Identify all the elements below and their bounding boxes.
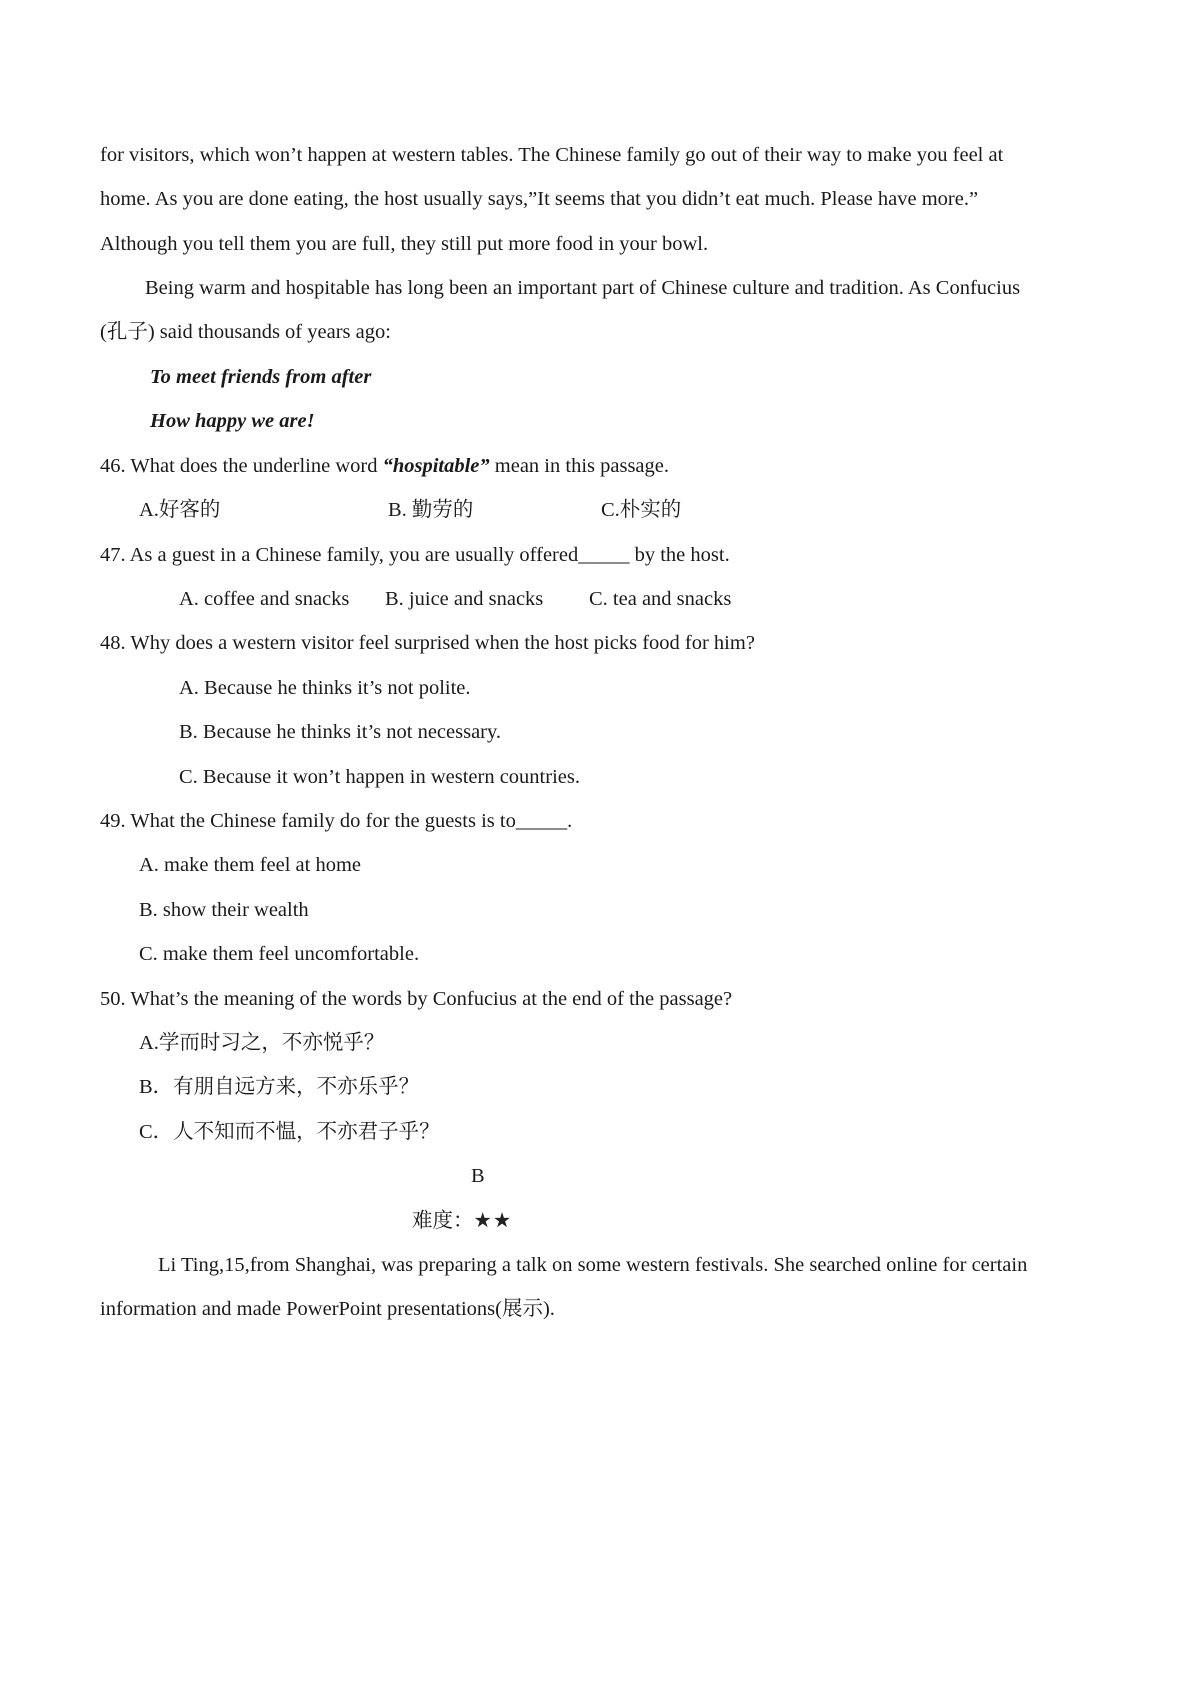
option-c: C. tea and snacks bbox=[589, 588, 732, 610]
option-c: C.朴实的 bbox=[601, 499, 682, 521]
option-a: A. Because he thinks it’s not polite. bbox=[179, 677, 471, 699]
question-number: 50. bbox=[100, 988, 126, 1010]
option-c: C．人不知而不愠，不亦君子乎？ bbox=[139, 1121, 440, 1143]
passage-line: for visitors, which won’t happen at western tables. The Chinese family go out of their way to make you feel at bbox=[100, 144, 1004, 166]
passage-line: information and made PowerPoint presentations(展示). bbox=[100, 1298, 555, 1320]
section-heading: B bbox=[471, 1165, 485, 1187]
question-stem: What’s the meaning of the words by Confucius at the end of the passage? bbox=[130, 988, 733, 1010]
option-b: B. show their wealth bbox=[139, 899, 309, 921]
question-48 bbox=[100, 629, 755, 657]
option-b: B. Because he thinks it’s not necessary. bbox=[179, 721, 502, 743]
passage-line: (孔子) said thousands of years ago: bbox=[100, 321, 391, 343]
option-a: A.好客的 bbox=[139, 499, 221, 521]
question-47 bbox=[100, 541, 730, 569]
confucius-quote-line: To meet friends from after bbox=[150, 366, 372, 388]
passage-line: Li Ting,15,from Shanghai, was preparing a talk on some western festivals. She searched online for certain bbox=[158, 1254, 1028, 1276]
question-stem: mean in this passage. bbox=[489, 455, 669, 477]
option-a: A.学而时习之，不亦悦乎？ bbox=[139, 1032, 385, 1054]
option-a: A. make them feel at home bbox=[139, 854, 361, 876]
passage-line: Being warm and hospitable has long been an important part of Chinese culture and tradition. As Confucius bbox=[145, 277, 1021, 299]
question-stem: Why does a western visitor feel surprised when the host picks food for him? bbox=[130, 632, 755, 654]
difficulty-rating bbox=[412, 1207, 512, 1235]
question-50 bbox=[100, 985, 732, 1013]
question-number: 48. bbox=[100, 632, 126, 654]
option-b: B．有朋自远方来，不亦乐乎？ bbox=[139, 1076, 420, 1098]
question-number: 49. bbox=[100, 810, 126, 832]
underlined-word: “hospitable” bbox=[382, 455, 490, 477]
option-a: A. coffee and snacks bbox=[179, 588, 350, 610]
passage-line: home. As you are done eating, the host usually says,”It seems that you didn’t eat much. Please have more.” bbox=[100, 188, 979, 210]
confucius-quote-line: How happy we are! bbox=[150, 410, 315, 432]
passage-line: Although you tell them you are full, they still put more food in your bowl. bbox=[100, 233, 709, 255]
question-49 bbox=[100, 807, 572, 835]
option-b: B. juice and snacks bbox=[385, 588, 544, 610]
star-icon: ★★ bbox=[473, 1210, 513, 1232]
question-stem: As a guest in a Chinese family, you are usually offered_____ by the host. bbox=[129, 544, 730, 566]
question-stem: What the Chinese family do for the guests is to_____. bbox=[130, 810, 573, 832]
difficulty-label: 难度： bbox=[412, 1210, 474, 1232]
option-c: C. Because it won’t happen in western countries. bbox=[179, 766, 580, 788]
question-number: 46. bbox=[100, 455, 126, 477]
question-46 bbox=[100, 452, 669, 480]
option-c: C. make them feel uncomfortable. bbox=[139, 943, 420, 965]
question-number: 47. bbox=[100, 544, 126, 566]
option-b: B. 勤劳的 bbox=[388, 499, 474, 521]
question-stem: What does the underline word bbox=[130, 455, 383, 477]
